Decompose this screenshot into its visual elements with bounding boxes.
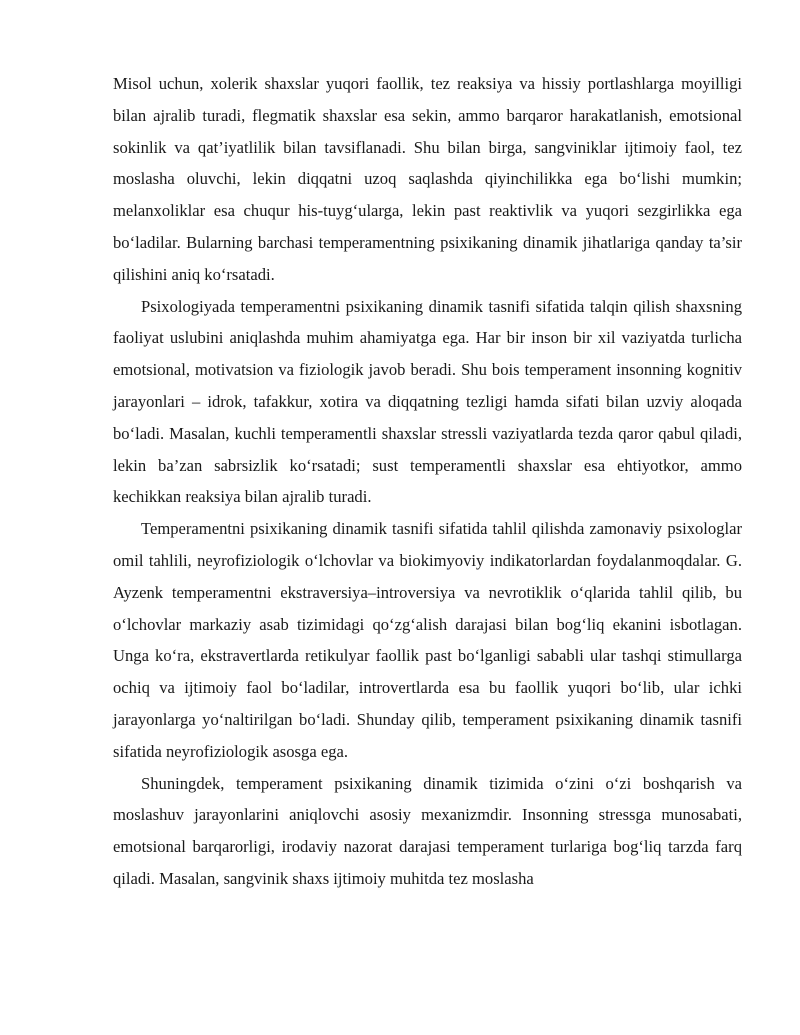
paragraph-1: Misol uchun, xolerik shaxslar yuqori faollik, tez reaksiya va hissiy portlashlarga moyilligi bilan ajralib turadi, flegmatik shaxslar esa sekin, ammo barqaror harakatlanish, emotsional sokinlik va qat’iyatlilik bilan tavsiflanadi. Shu bilan birga, sangviniklar ijtimoiy faol, tez moslasha oluvchi, lekin diqqatni uzoq saqlashda qiyinchilikka ega bo‘lishi mumkin; melanxoliklar esa chuqur his-tuyg‘ularga, lekin past reaktivlik va yuqori sezgirlikka ega bo‘ladilar. Bularning barchasi temperamentning psixikaning dinamik jihatlariga qanday ta’sir qilishini aniq ko‘rsatadi. [113, 74, 742, 284]
paragraph-4: Shuningdek, temperament psixikaning dinamik tizimida o‘zini o‘zi boshqarish va moslashuv jarayonlarini aniqlovchi asosiy mexanizmdir. Insonning stressga munosabati, emotsional barqarorligi, irodaviy nazorat darajasi temperament turlariga bog‘liq tarzda farq qiladi. Masalan, sangvinik shaxs ijtimoiy muhitda tez moslasha [113, 773, 742, 888]
paragraph-2: Psixologiyada temperamentni psixikaning dinamik tasnifi sifatida talqin qilish shaxsning faoliyat uslubini aniqlashda muhim ahamiyatga ega. Har bir inson bir xil vaziyatda turlicha emotsional, motivatsion va fiziologik javob beradi. Shu bois temperament insonning kognitiv jarayonlari – idrok, tafakkur, xotira va diqqatning tezligi hamda sifati bilan uzviy aloqada bo‘ladi. Masalan, kuchli temperamentli shaxslar stressli vaziyatlarda tezda qaror qabul qiladi, lekin ba’zan sabrsizlik ko‘rsatadi; sust temperamentli shaxslar esa ehtiyotkor, ammo kechikkan reaksiya bilan ajralib turadi. [113, 296, 742, 507]
document-body [113, 68, 742, 895]
paragraph-3: Temperamentni psixikaning dinamik tasnifi sifatida tahlil qilishda zamonaviy psixologlar omil tahlili, neyrofiziologik o‘lchovlar va biokimyoviy indikatorlardan foydalanmoqdalar. G. Ayzenk temperamentni ekstraversiya–introversiya va nevrotiklik o‘qlarida tahlil qilib, bu o‘lchovlar markaziy asab tizimidagi qo‘zg‘alish darajasi bilan bog‘liq ekanini isbotlagan. Unga ko‘ra, ekstravertlarda retikulyar faollik past bo‘lganligi sababli ular tashqi stimullarga ochiq va ijtimoiy faol bo‘ladilar, introvertlarda esa bu faollik yuqori bo‘lib, ular ichki jarayonlarga yo‘naltirilgan bo‘ladi. Shunday qilib, temperament psixikaning dinamik tasnifi sifatida neyrofiziologik asosga ega. [113, 519, 742, 761]
